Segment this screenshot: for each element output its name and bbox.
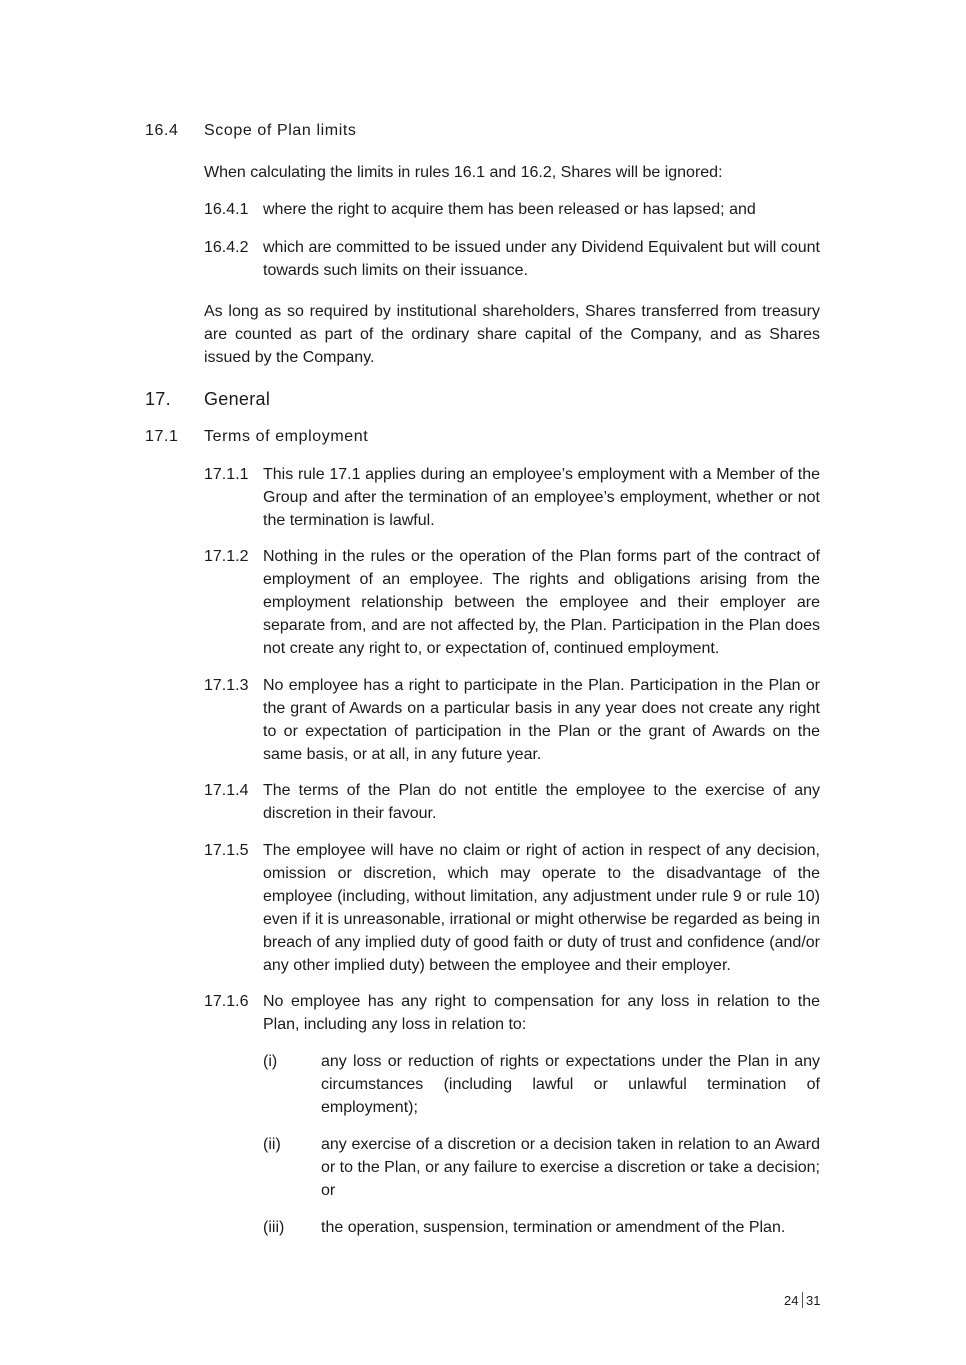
subclause-text: any exercise of a discretion or a decision taken in relation to an Award or to the Plan, or any failure to exercise a discretion or take a decision; or (321, 1136, 820, 1199)
section-17-title: General (204, 389, 271, 409)
subclause-text: any loss or reduction of rights or expectations under the Plan in any circumstances (including lawful or unlawful termination of employment); (321, 1053, 820, 1116)
section-17-number: 17. (145, 389, 171, 409)
page-number: 24 (784, 1293, 799, 1308)
clause-number: 16.4.2 (204, 239, 249, 256)
subclause-number: (i) (263, 1053, 278, 1070)
subclause-number: (iii) (263, 1219, 285, 1236)
section-16-4-intro: When calculating the limits in rules 16.1 and 16.2, Shares will be ignored: (204, 164, 723, 181)
clause-number: 17.1.2 (204, 548, 249, 565)
clause-text: which are committed to be issued under any Dividend Equivalent but will count towards such limits on their issuance. (263, 239, 820, 279)
clause-number: 17.1.4 (204, 782, 249, 799)
clause-text: Nothing in the rules or the operation of the Plan forms part of the contract of employment of an employee. The rights and obligations arising from the employment relationship between the employee and their employer are separate from, and are not affected by, the Plan. Participation in the Plan does not create any right to, or expectation of, continued employment. (263, 548, 820, 657)
clause-text: No employee has a right to participate in the Plan. Participation in the Plan or the grant of Awards on a particular basis in any year does not create any right to or expectation of participation in the Plan or the grant of Awards on the same basis, or at all, in any future year. (263, 677, 820, 763)
section-17-1-number: 17.1 (145, 428, 179, 445)
clause-text: The employee will have no claim or right of action in respect of any decision, omission or discretion, which may operate to the disadvantage of the employee (including, without limitation, any adjustment under rule 9 or rule 10) even if it is unreasonable, irrational or might otherwise be regarded as being in breach of any implied duty of good faith or duty of trust and confidence (and/or any other implied duty) between the employee and their employer. (263, 842, 820, 974)
clause-number: 17.1.3 (204, 677, 249, 694)
page-total: 31 (806, 1293, 821, 1308)
section-16-4-closing: As long as so required by institutional shareholders, Shares transferred from treasury are counted as part of the ordinary share capital of the Company, and as Shares issued by the Company. (204, 303, 820, 366)
clause-number: 17.1.1 (204, 466, 249, 483)
page-number-divider (802, 1292, 803, 1308)
clause-text: This rule 17.1 applies during an employee’s employment with a Member of the Group and after the termination of an employee’s employment, whether or not the termination is lawful. (263, 466, 820, 529)
clause-number: 17.1.6 (204, 993, 249, 1010)
section-17-1-title: Terms of employment (204, 428, 369, 445)
subclause-number: (ii) (263, 1136, 281, 1153)
subclause-text: the operation, suspension, termination or amendment of the Plan. (321, 1219, 786, 1236)
clause-number: 17.1.5 (204, 842, 249, 859)
clause-text: The terms of the Plan do not entitle the employee to the exercise of any discretion in their favour. (263, 782, 820, 822)
clause-text: No employee has any right to compensation for any loss in relation to the Plan, including any loss in relation to: (263, 993, 820, 1033)
section-16-4-title: Scope of Plan limits (204, 122, 357, 139)
section-16-4-number: 16.4 (145, 122, 179, 139)
clause-number: 16.4.1 (204, 201, 249, 218)
clause-text: where the right to acquire them has been released or has lapsed; and (263, 201, 756, 218)
